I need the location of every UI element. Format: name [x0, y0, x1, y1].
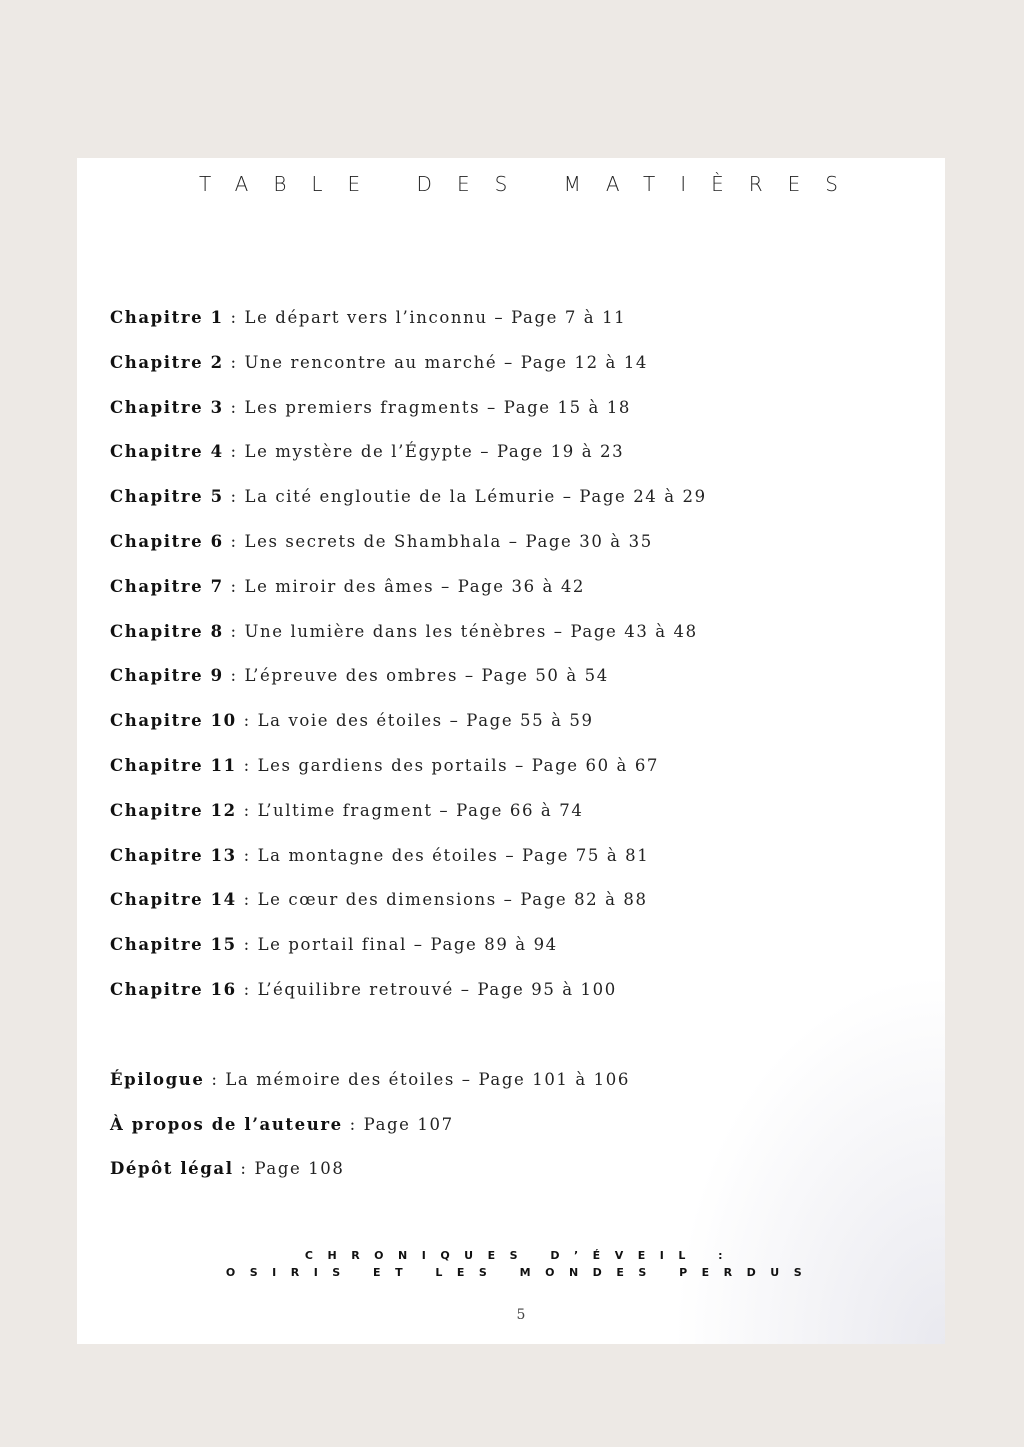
- toc-chapter-entry: [110, 619, 707, 664]
- entry-text: Une lumière dans les ténèbres – Page 43 à 48: [244, 621, 698, 641]
- entry-separator: :: [223, 308, 245, 327]
- entry-separator: :: [223, 531, 245, 551]
- toc-chapter-entry: [110, 932, 707, 977]
- entry-text: Le miroir des âmes – Page 36 à 42: [244, 576, 586, 596]
- entry-text: La mémoire des étoiles – Page 101 à 106: [225, 1069, 630, 1089]
- entry-text: L’ultime fragment – Page 66 à 74: [257, 800, 584, 820]
- entry-text: Le départ vers l’inconnu – Page 7 à 11: [244, 308, 627, 327]
- entry-label: Chapitre 6: [110, 531, 224, 551]
- entry-text: La montagne des étoiles – Page 75 à 81: [257, 845, 650, 865]
- entry-separator: :: [223, 621, 245, 641]
- entry-separator: :: [236, 845, 258, 865]
- entry-text: Page 108: [254, 1159, 345, 1179]
- toc-chapter-entry: [110, 305, 707, 350]
- entry-text: Page 107: [363, 1114, 454, 1134]
- entry-separator: :: [223, 576, 245, 596]
- entry-separator: :: [223, 487, 245, 507]
- toc-chapter-entry: [110, 529, 707, 574]
- entry-label: Chapitre 1: [110, 308, 224, 327]
- entry-label: Chapitre 11: [110, 755, 237, 775]
- entry-text: Les gardiens des portails – Page 60 à 67: [257, 755, 660, 775]
- entry-label: Chapitre 9: [110, 666, 224, 686]
- entry-label: Chapitre 5: [110, 487, 224, 507]
- page-number: 5: [516, 1307, 526, 1323]
- entry-text: Les secrets de Shambhala – Page 30 à 35: [244, 531, 653, 551]
- toc-chapter-entry: [110, 484, 707, 529]
- entry-label: Épilogue: [110, 1069, 205, 1089]
- toc-extra-entry: [110, 1067, 707, 1112]
- toc-chapter-entry: [110, 395, 707, 440]
- table-of-contents: [110, 305, 707, 1201]
- entry-label: Chapitre 12: [110, 800, 237, 820]
- toc-chapter-entry: [110, 350, 707, 395]
- entry-label: Chapitre 2: [110, 352, 224, 372]
- entry-separator: :: [223, 666, 245, 686]
- entry-text: La cité engloutie de la Lémurie – Page 24 à 29: [244, 487, 707, 507]
- entry-text: Le cœur des dimensions – Page 82 à 88: [257, 890, 648, 910]
- entry-label: Dépôt légal: [110, 1159, 234, 1179]
- entry-label: Chapitre 8: [110, 621, 224, 641]
- entry-label: Chapitre 13: [110, 845, 237, 865]
- toc-chapter-entry: [110, 798, 707, 843]
- toc-chapter-entry: [110, 753, 707, 798]
- book-title-line-2: OSIRIS ET LES MONDES PERDUS: [225, 1266, 817, 1279]
- entry-label: Chapitre 3: [110, 397, 224, 417]
- entry-label: Chapitre 4: [110, 442, 224, 462]
- spacer: [110, 1022, 707, 1067]
- entry-text: Le mystère de l’Égypte – Page 19 à 23: [244, 442, 625, 462]
- toc-chapter-entry: [110, 977, 707, 1022]
- entry-separator: :: [236, 890, 258, 910]
- entry-text: Le portail final – Page 89 à 94: [257, 935, 558, 955]
- entry-label: Chapitre 16: [110, 979, 237, 999]
- entry-separator: :: [236, 755, 258, 775]
- entry-text: Une rencontre au marché – Page 12 à 14: [244, 352, 649, 372]
- entry-separator: :: [236, 979, 258, 999]
- entry-text: Les premiers fragments – Page 15 à 18: [244, 397, 632, 417]
- entry-separator: :: [236, 935, 258, 955]
- entry-label: Chapitre 15: [110, 935, 237, 955]
- toc-extra-entry: [110, 1112, 707, 1157]
- toc-chapter-entry: [110, 708, 707, 753]
- toc-chapter-entry: [110, 843, 707, 888]
- entry-text: La voie des étoiles – Page 55 à 59: [257, 711, 594, 731]
- toc-chapter-entry: [110, 663, 707, 708]
- entry-separator: :: [223, 352, 245, 372]
- entry-label: Chapitre 7: [110, 576, 224, 596]
- entry-separator: :: [223, 397, 245, 417]
- toc-chapter-entry: [110, 574, 707, 619]
- entry-label: À propos de l’auteure: [110, 1114, 343, 1134]
- page-title: TABLE DES MATIÈRES: [198, 172, 864, 196]
- toc-chapter-entry: [110, 887, 707, 932]
- entry-separator: :: [236, 711, 258, 731]
- entry-separator: :: [233, 1159, 255, 1179]
- toc-chapter-entry: [110, 439, 707, 484]
- document-page: [77, 158, 945, 1344]
- entry-separator: :: [223, 442, 245, 462]
- entry-text: L’équilibre retrouvé – Page 95 à 100: [257, 979, 617, 999]
- entry-separator: :: [236, 800, 258, 820]
- entry-separator: :: [204, 1069, 226, 1089]
- toc-extra-entry: [110, 1156, 707, 1201]
- entry-text: L’épreuve des ombres – Page 50 à 54: [244, 666, 609, 686]
- book-title-line-1: CHRONIQUES D’ÉVEIL :: [304, 1249, 738, 1262]
- entry-separator: :: [342, 1114, 364, 1134]
- entry-label: Chapitre 10: [110, 711, 237, 731]
- entry-label: Chapitre 14: [110, 890, 237, 910]
